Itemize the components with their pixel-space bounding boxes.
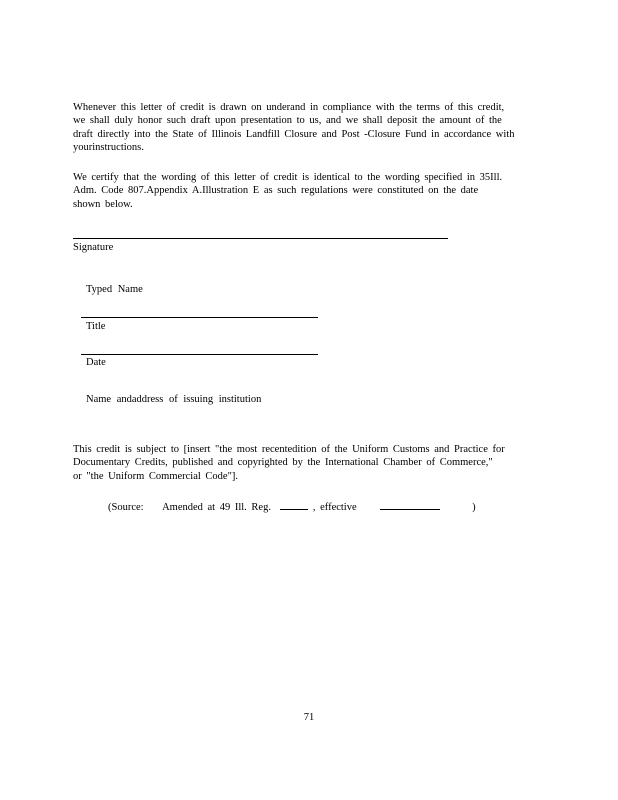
effective-date-blank [380,499,440,510]
subject-to-paragraph [73,443,505,483]
paragraph-line: We certify that the wording of this letter of credit is identical to the wording specified in 35Ill. [73,172,503,183]
paragraph-line: Adm. Code 807.Appendix A.Illustration E as such regulations were constituted on the date [73,185,479,197]
source-note [108,499,476,514]
date-line [81,354,318,355]
source-prefix: (Source: [108,502,144,513]
signature-line [73,238,448,239]
paragraph-line: Documentary Credits, published and copyrighted by the International Chamber of Commerce," [73,457,493,469]
paragraph-line: yourinstructions. [73,141,144,153]
source-amended-text: Amended at 49 Ill. Reg. [162,502,271,513]
paragraph-line: Whenever this letter of credit is drawn on underand in compliance with the terms of this credit, [73,102,505,113]
signature-label: Signature [73,242,114,253]
date-label: Date [86,357,106,368]
page-number: 71 [303,712,315,723]
certification-paragraph [73,171,502,211]
source-effective-text: , effective [312,502,357,513]
paragraph-line: draft directly into the State of Illinois Landfill Closure and Post -Closure Fund in accordance with [73,128,515,140]
typed-name-label: Typed Name [86,284,143,295]
issuing-institution-label: Name andaddress of issuing institution [86,394,262,405]
paragraph-line: This credit is subject to [insert "the most recentedition of the Uniform Customs and Practice for [73,444,505,455]
compliance-paragraph [73,101,514,154]
register-volume-blank [280,499,308,510]
paragraph-line: we shall duly honor such draft upon presentation to us, and we shall deposit the amount of the [73,115,502,127]
title-line [81,317,318,318]
title-label: Title [86,321,106,332]
paragraph-line: or "the Uniform Commercial Code"]. [73,470,238,482]
paragraph-line: shown below. [73,198,133,210]
source-closing: ) [472,502,476,513]
